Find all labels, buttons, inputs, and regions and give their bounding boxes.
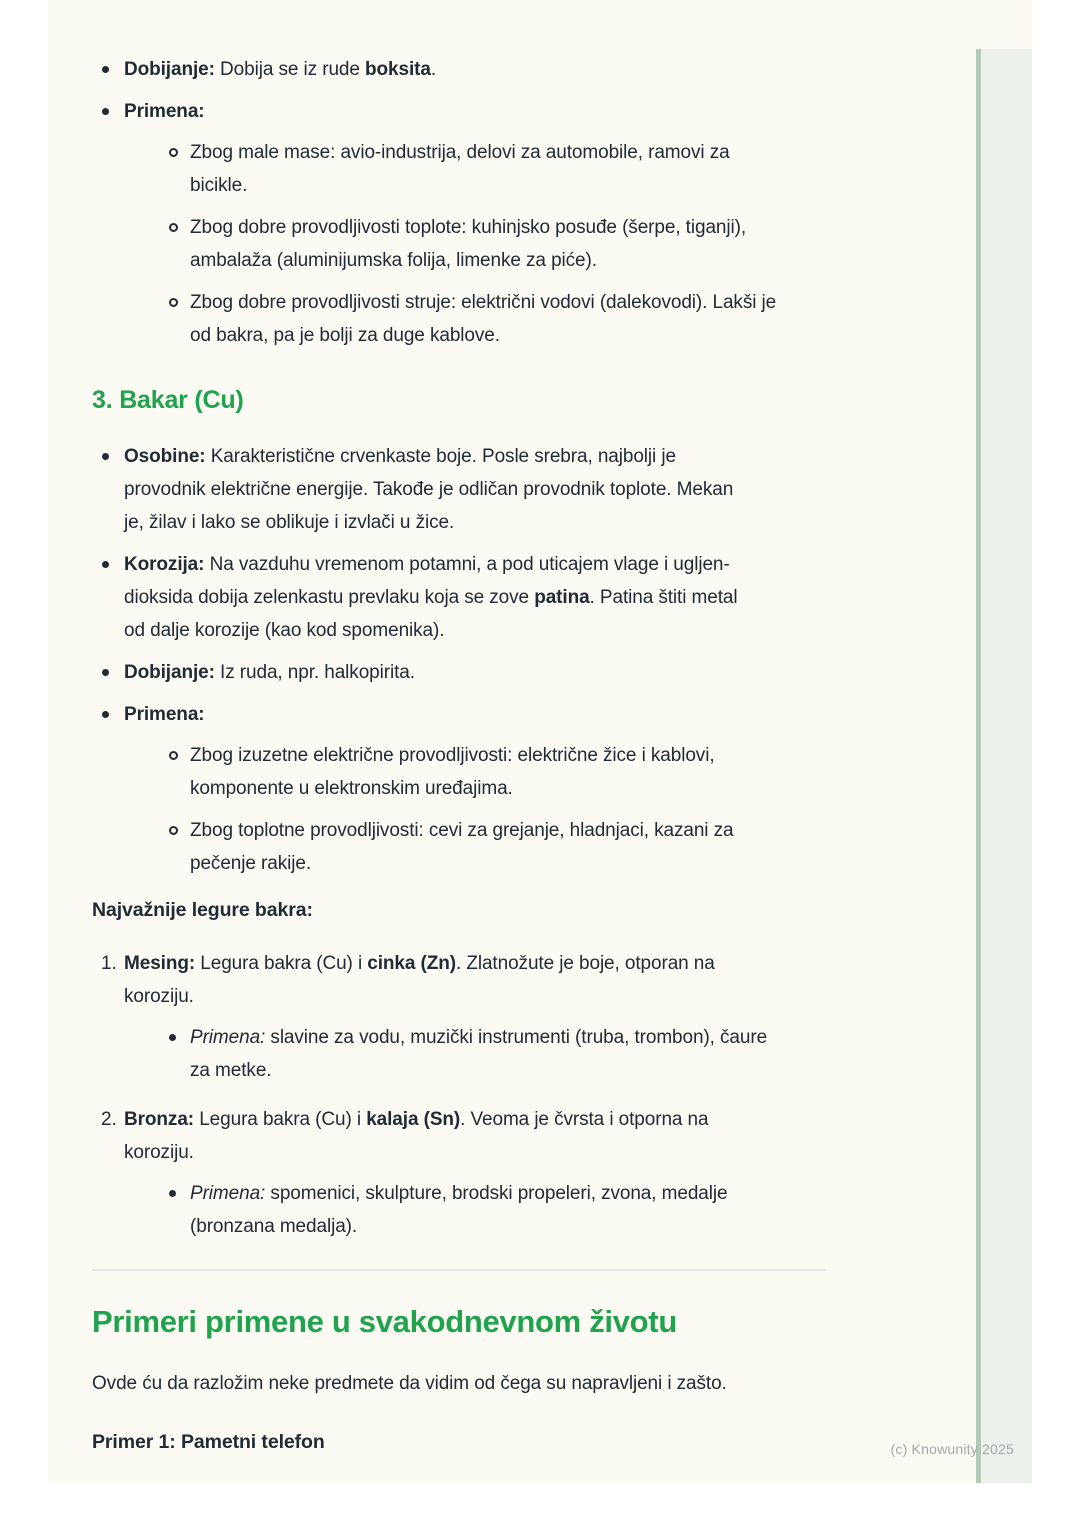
bullet-item-primena-al — [92, 95, 826, 352]
text-run: spomenici, skulpture, brodski propeleri, zvona, medalje — [265, 1183, 728, 1204]
bullet-icon — [102, 669, 109, 676]
sub-bullet-item — [124, 136, 826, 202]
bullet-icon — [102, 711, 109, 718]
bullet-item-korozija — [92, 548, 826, 647]
line: Zbog izuzetne električne provodljivosti: električne žice i kablovi, — [190, 745, 715, 766]
line: Zbog toplotne provodljivosti: cevi za grejanje, hladnjaci, kazani za — [190, 820, 734, 841]
nested-list — [124, 1021, 826, 1087]
bullet-icon — [102, 108, 109, 115]
text-run: . — [430, 59, 437, 80]
bullet-icon — [169, 1190, 176, 1197]
text-run-bold: boksita — [365, 59, 431, 80]
text-run: . Patina štiti metal — [589, 587, 738, 608]
text-run: Karakteristične crvenkaste boje. Posle srebra, najbolji je — [205, 446, 676, 467]
nested-list — [124, 739, 826, 880]
sub-bullet-item — [124, 1021, 826, 1087]
text-run-bold: Primena: — [124, 101, 205, 122]
text-run: Iz ruda, npr. halkopirita. — [214, 662, 415, 683]
line: Zbog dobre provodljivosti toplote: kuhinjsko posuđe (šerpe, tiganji), — [190, 217, 747, 238]
bullet-icon — [102, 561, 109, 568]
line: Zbog male mase: avio-industrija, delovi za automobile, ramovi za — [190, 142, 730, 163]
page-edge-accent-bar — [976, 49, 1032, 1483]
line: za metke. — [190, 1060, 272, 1081]
text-run-italic: Primena: — [190, 1183, 266, 1204]
numbered-item-bronza — [92, 1103, 826, 1243]
text-run-bold: Mesing: — [124, 953, 196, 974]
line — [124, 947, 826, 980]
sub-heading-primer-1: Primer 1: Pametni telefon — [92, 1431, 325, 1453]
line: bicikle. — [190, 175, 248, 196]
text-run-bold: patina — [534, 587, 590, 608]
text-run: slavine za vodu, muzički instrumenti (truba, trombon), čaure — [265, 1027, 768, 1048]
line — [124, 581, 826, 614]
copyright-watermark: (c) Knowunity 2025 — [890, 1441, 1014, 1457]
text-run-bold: Dobijanje: — [124, 662, 215, 683]
circle-bullet-icon — [169, 751, 178, 760]
page-title-primeri: Primeri primene u svakodnevnom životu — [92, 1304, 677, 1339]
text-run-bold: Bronza: — [124, 1109, 195, 1130]
bullet-item-dobijanje-cu — [92, 656, 826, 689]
sub-bullet-item — [124, 1177, 826, 1243]
line — [124, 53, 826, 86]
line: komponente u elektronskim uređajima. — [190, 778, 513, 799]
text-run: Na vazduhu vremenom potamni, a pod uticajem vlage i ugljen- — [204, 554, 730, 575]
text-run-bold: Korozija: — [124, 554, 205, 575]
line — [124, 440, 826, 473]
item-number: 2. — [101, 1109, 117, 1130]
circle-bullet-icon — [169, 223, 178, 232]
nested-list — [124, 136, 826, 352]
line — [124, 548, 826, 581]
line: pečenje rakije. — [190, 853, 312, 874]
nested-list — [124, 1177, 826, 1243]
text-run: Dobija se iz rude — [214, 59, 366, 80]
section-heading-bakar: 3. Bakar (Cu) — [92, 386, 244, 414]
document-content — [92, 0, 826, 1459]
text-run: . Veoma je čvrsta i otporna na — [460, 1109, 709, 1130]
line — [190, 1021, 826, 1054]
circle-bullet-icon — [169, 148, 178, 157]
bullet-icon — [169, 1034, 176, 1041]
numbered-item-mesing — [92, 947, 826, 1087]
line: je, žilav i lako se oblikuje i izvlači u žice. — [124, 512, 455, 533]
line — [124, 1103, 826, 1136]
text-run-bold: kalaja (Sn) — [366, 1109, 461, 1130]
text-run-bold: Osobine: — [124, 446, 206, 467]
sub-bullet-item — [124, 739, 826, 805]
text-run-bold: Primena: — [124, 704, 205, 725]
line: od bakra, pa je bolji za duge kablove. — [190, 325, 500, 346]
line: provodnik električne energije. Takođe je odličan provodnik toplote. Mekan — [124, 479, 734, 500]
bullet-item-primena-cu — [92, 698, 826, 880]
line: ambalaža (aluminijumska folija, limenke za piće). — [190, 250, 597, 271]
text-run-bold: Dobijanje: — [124, 59, 215, 80]
line: Zbog dobre provodljivosti struje: električni vodovi (dalekovodi). Lakši je — [190, 292, 777, 313]
line: koroziju. — [124, 986, 194, 1007]
sub-bullet-item — [124, 286, 826, 352]
bullet-item-osobine — [92, 440, 826, 539]
text-run: Legura bakra (Cu) i — [194, 1109, 367, 1130]
sub-heading-legure: Najvažnije legure bakra: — [92, 899, 313, 921]
line: koroziju. — [124, 1142, 194, 1163]
text-run: dioksida dobija zelenkastu prevlaku koja se zove — [124, 587, 535, 608]
sub-bullet-item — [124, 211, 826, 277]
intro-paragraph: Ovde ću da razložim neke predmete da vidim od čega su napravljeni i zašto. — [92, 1373, 727, 1394]
text-run-bold: cinka (Zn) — [367, 953, 456, 974]
line: (bronzana medalja). — [190, 1216, 358, 1237]
sub-bullet-item — [124, 814, 826, 880]
circle-bullet-icon — [169, 826, 178, 835]
circle-bullet-icon — [169, 298, 178, 307]
bullet-icon — [102, 453, 109, 460]
line — [124, 656, 826, 689]
line: od dalje korozije (kao kod spomenika). — [124, 620, 445, 641]
text-run-italic: Primena: — [190, 1027, 266, 1048]
line — [190, 1177, 826, 1210]
section-divider — [92, 1269, 826, 1271]
bullet-icon — [102, 66, 109, 73]
item-number: 1. — [101, 953, 117, 974]
document-page — [48, 0, 1032, 1483]
text-run: Legura bakra (Cu) i — [195, 953, 368, 974]
text-run: . Zlatnožute je boje, otporan na — [455, 953, 715, 974]
bullet-item-dobijanje-al — [92, 53, 826, 86]
